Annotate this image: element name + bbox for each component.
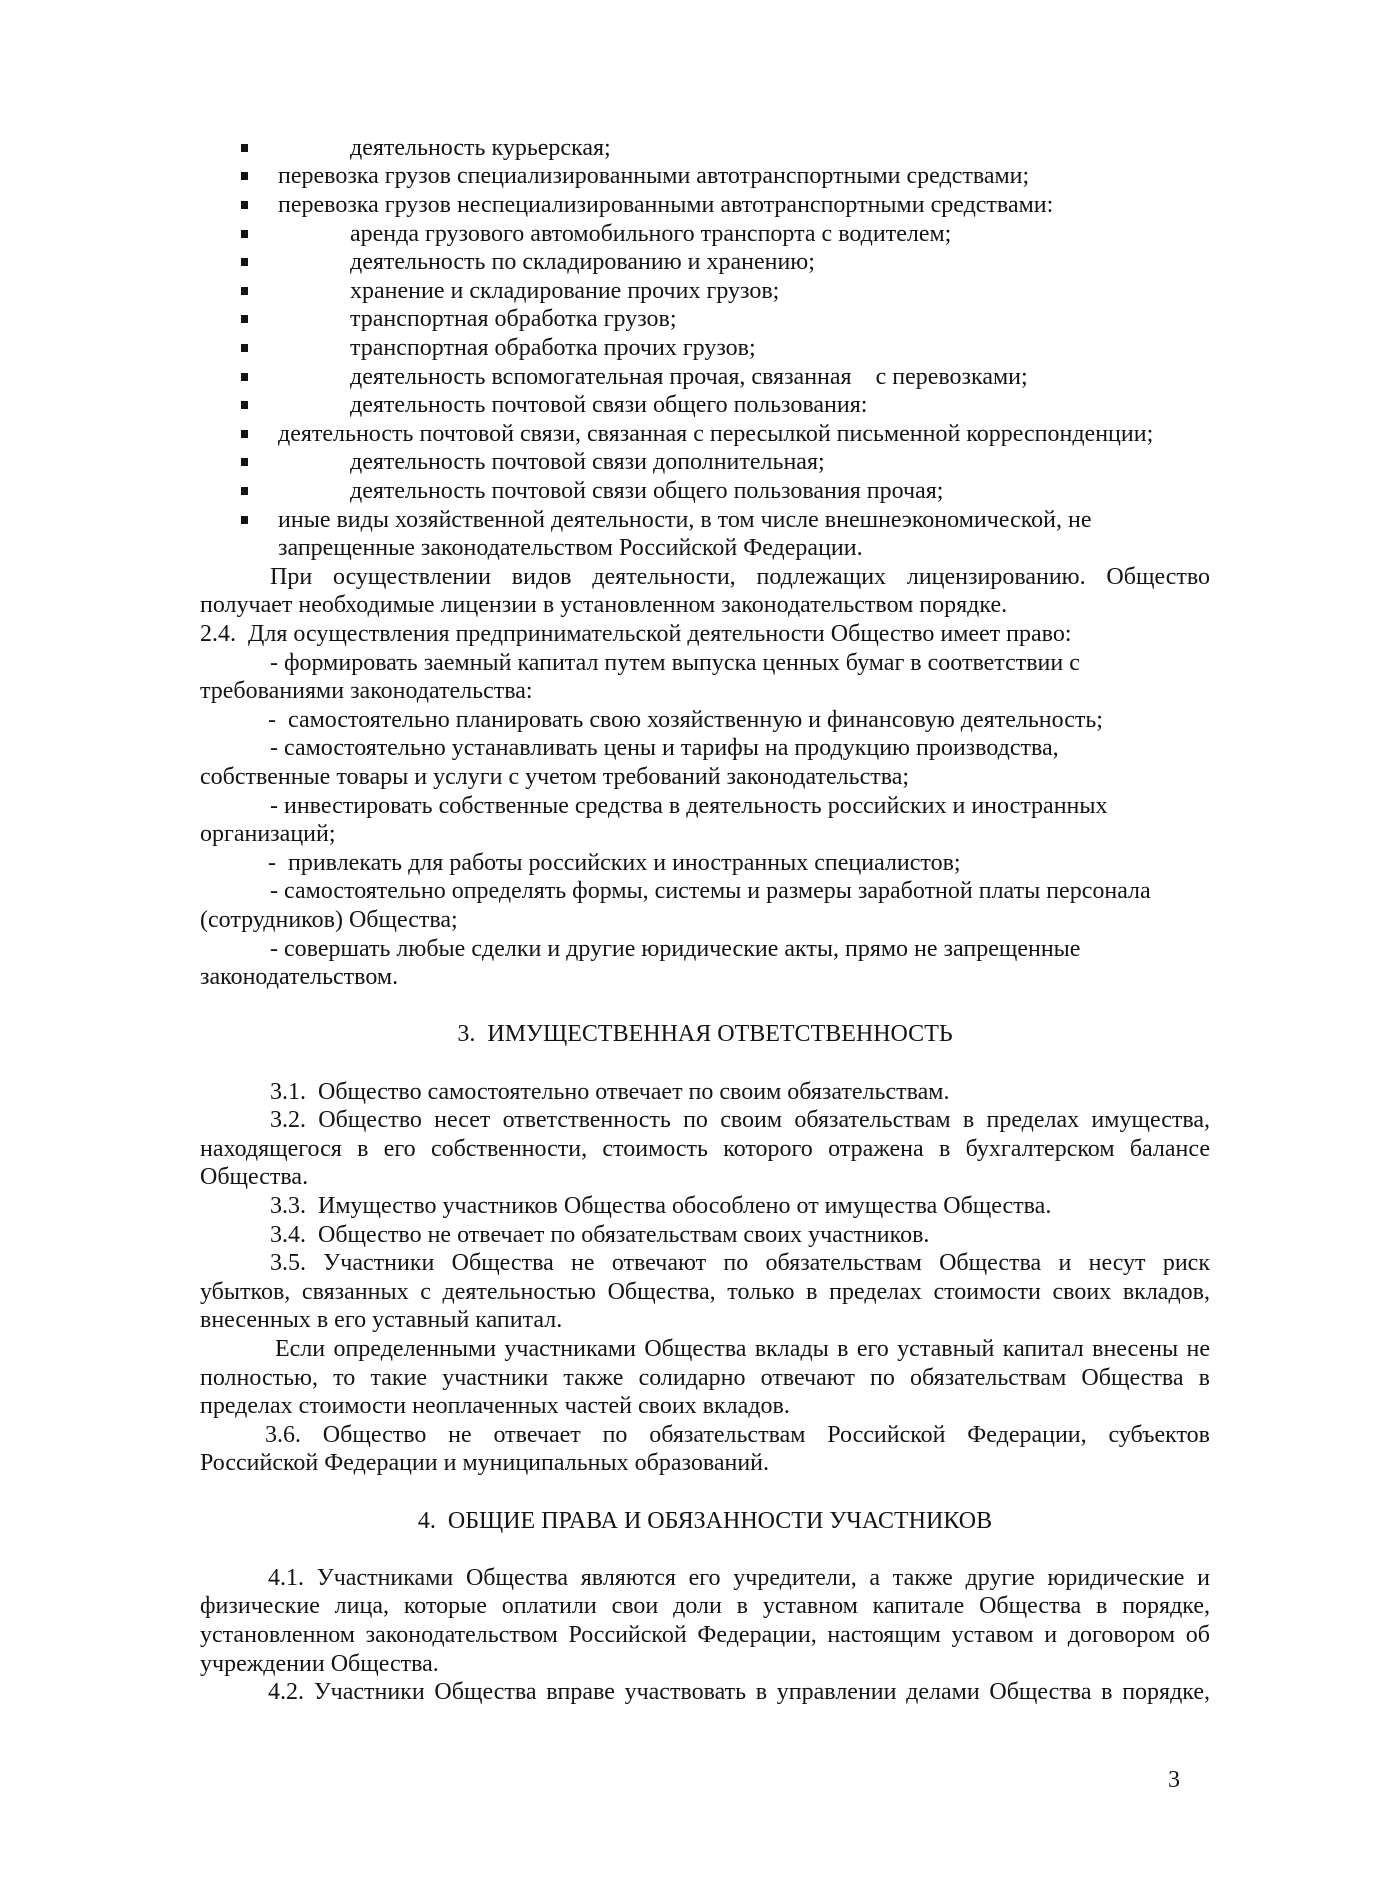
right-text: - привлекать для работы российских и иностранных специалистов; bbox=[268, 849, 961, 876]
activity-text: деятельность почтовой связи общего пользования: bbox=[350, 392, 868, 419]
right-text: - совершать любые сделки и другие юридические акты, прямо не запрещенные bbox=[270, 935, 1081, 962]
paragraph-line: 4.1. Участниками Общества являются его учредители, а также другие юридические и bbox=[268, 1564, 1210, 1591]
activity-text: деятельность почтовой связи общего пользования прочая; bbox=[350, 477, 944, 504]
activity-text: транспортная обработка грузов; bbox=[350, 306, 677, 333]
bullet-icon bbox=[241, 287, 248, 295]
paragraph-line: Российской Федерации и муниципальных образований. bbox=[200, 1450, 770, 1477]
bullet-icon bbox=[241, 458, 248, 466]
right-text: - самостоятельно устанавливать цены и тарифы на продукцию производства, bbox=[270, 735, 1059, 762]
paragraph-line: физические лица, которые оплатили свои доли в уставном капитале Общества в порядке, bbox=[200, 1593, 1210, 1620]
right-text: организаций; bbox=[200, 821, 336, 848]
bullet-icon bbox=[241, 373, 248, 381]
paragraph-line: установленном законодательством Российской Федерации, настоящим уставом и договором об bbox=[200, 1621, 1210, 1648]
paragraph-line: внесенных в его уставный капитал. bbox=[200, 1307, 563, 1334]
right-text: - формировать заемный капитал путем выпуска ценных бумаг в соответствии с bbox=[270, 649, 1080, 676]
activity-text: деятельность по складированию и хранению; bbox=[350, 249, 815, 276]
bullet-icon bbox=[241, 201, 248, 209]
paragraph-line: 3.3. Имущество участников Общества обособлено от имущества Общества. bbox=[270, 1192, 1052, 1219]
right-text: требованиями законодательства: bbox=[200, 678, 533, 705]
right-text: - инвестировать собственные средства в деятельность российских и иностранных bbox=[270, 792, 1108, 819]
paragraph-line: учреждении Общества. bbox=[200, 1650, 439, 1677]
paragraph-line: Общества. bbox=[200, 1164, 309, 1191]
right-text: - самостоятельно определять формы, системы и размеры заработной платы персонала bbox=[270, 878, 1151, 905]
paragraph-line: 3.2. Общество несет ответственность по своим обязательствам в пределах имущества, bbox=[270, 1107, 1210, 1134]
activity-text: перевозка грузов неспециализированными автотранспортными средствами: bbox=[278, 191, 1054, 218]
paragraph-line: пределах стоимости неоплаченных частей своих вкладов. bbox=[200, 1393, 790, 1420]
page-number: 3 bbox=[1168, 1767, 1180, 1793]
bullet-icon bbox=[241, 172, 248, 180]
right-text: собственные товары и услуги с учетом требований законодательства; bbox=[200, 763, 910, 790]
paragraph-line: находящегося в его собственности, стоимость которого отражена в бухгалтерском балансе bbox=[200, 1135, 1210, 1162]
bullet-icon bbox=[241, 401, 248, 409]
activity-text: деятельность вспомогательная прочая, связанная с перевозками; bbox=[350, 363, 1028, 390]
activity-text: иные виды хозяйственной деятельности, в том числе внешнеэкономической, не bbox=[278, 506, 1092, 533]
paragraph-line: получает необходимые лицензии в установленном законодательством порядке. bbox=[200, 592, 1008, 619]
paragraph-line: Если определенными участниками Общества вклады в его уставный капитал внесены не bbox=[275, 1335, 1210, 1362]
bullet-icon bbox=[241, 487, 248, 495]
activity-text: запрещенные законодательством Российской Федерации. bbox=[278, 535, 863, 562]
paragraph-line: полностью, то такие участники также солидарно отвечают по обязательствам Общества в bbox=[200, 1364, 1210, 1391]
activity-text: деятельность курьерская; bbox=[350, 134, 611, 161]
activity-text: деятельность почтовой связи дополнительная; bbox=[350, 449, 825, 476]
bullet-icon bbox=[241, 258, 248, 266]
bullet-icon bbox=[241, 230, 248, 238]
bullet-icon bbox=[241, 144, 248, 152]
activity-text: хранение и складирование прочих грузов; bbox=[350, 277, 780, 304]
right-text: - самостоятельно планировать свою хозяйственную и финансовую деятельность; bbox=[268, 706, 1103, 733]
bullet-icon bbox=[241, 344, 248, 352]
section-heading: 3. ИМУЩЕСТВЕННАЯ ОТВЕТСТВЕННОСТЬ bbox=[457, 1021, 953, 1048]
bullet-icon bbox=[241, 315, 248, 323]
section-heading: 4. ОБЩИЕ ПРАВА И ОБЯЗАННОСТИ УЧАСТНИКОВ bbox=[417, 1507, 993, 1534]
activity-text: транспортная обработка прочих грузов; bbox=[350, 334, 756, 361]
paragraph-line: 3.4. Общество не отвечает по обязательствам своих участников. bbox=[270, 1221, 930, 1248]
paragraph-line: При осуществлении видов деятельности, подлежащих лицензированию. Общество bbox=[270, 563, 1210, 590]
bullet-icon bbox=[241, 430, 248, 438]
activity-text: аренда грузового автомобильного транспорта с водителем; bbox=[350, 220, 952, 247]
activity-text: перевозка грузов специализированными автотранспортными средствами; bbox=[278, 163, 1030, 190]
bullet-icon bbox=[241, 516, 248, 524]
paragraph-line: убытков, связанных с деятельностью Общества, только в пределах стоимости своих вкладов, bbox=[200, 1278, 1210, 1305]
clause-heading: 2.4. Для осуществления предпринимательской деятельности Общество имеет право: bbox=[200, 620, 1072, 647]
right-text: (сотрудников) Общества; bbox=[200, 906, 458, 933]
paragraph-line: 3.6. Общество не отвечает по обязательствам Российской Федерации, субъектов bbox=[265, 1421, 1210, 1448]
paragraph-line: 4.2. Участники Общества вправе участвовать в управлении делами Общества в порядке, bbox=[268, 1679, 1210, 1706]
paragraph-line: 3.5. Участники Общества не отвечают по обязательствам Общества и несут риск bbox=[270, 1250, 1210, 1277]
paragraph-line: 3.1. Общество самостоятельно отвечает по своим обязательствам. bbox=[270, 1078, 950, 1105]
right-text: законодательством. bbox=[200, 964, 399, 991]
activity-text: деятельность почтовой связи, связанная с пересылкой письменной корреспонденции; bbox=[278, 420, 1154, 447]
